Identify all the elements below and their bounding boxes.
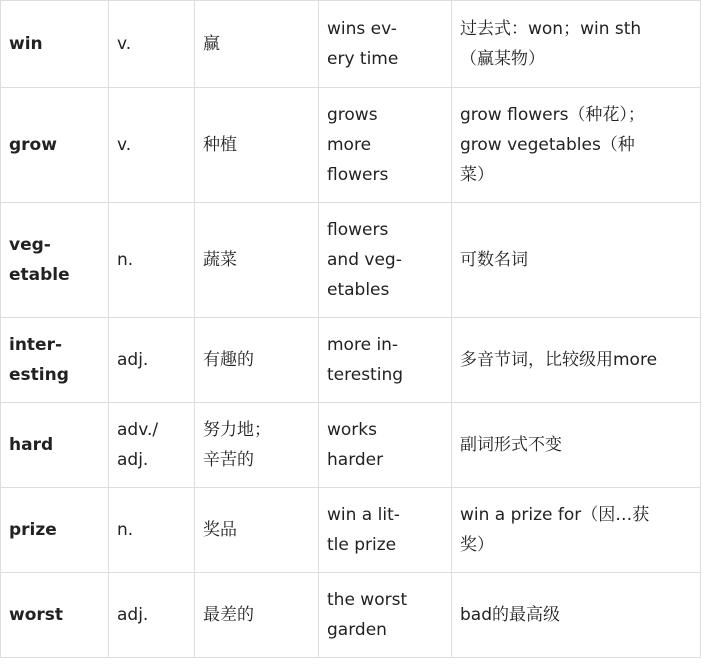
word-cell <box>1 88 109 203</box>
note-cell <box>452 1 701 88</box>
example-text: ery time <box>327 49 399 69</box>
example-text: win a lit- <box>327 505 400 525</box>
meaning-text: 最差的 <box>203 605 254 625</box>
pos-cell <box>109 88 195 203</box>
meaning-text: 种植 <box>203 135 237 155</box>
word-text: etable <box>9 265 70 285</box>
table-row <box>1 403 701 488</box>
meaning-cell <box>195 203 319 318</box>
table-row <box>1 88 701 203</box>
example-cell <box>319 318 452 403</box>
note-cell <box>452 403 701 488</box>
pos-text: adv./ <box>117 420 159 440</box>
note-cell <box>452 88 701 203</box>
word-text: hard <box>9 435 54 455</box>
pos-text: adj. <box>117 350 149 370</box>
example-text: etables <box>327 280 390 300</box>
example-text: flowers <box>327 220 389 240</box>
example-text: tle prize <box>327 535 397 555</box>
note-text: grow flowers（种花）； <box>460 105 645 125</box>
pos-text: adj. <box>117 605 149 625</box>
note-cell <box>452 573 701 658</box>
meaning-cell <box>195 488 319 573</box>
example-text: grows <box>327 105 378 125</box>
meaning-cell <box>195 573 319 658</box>
example-text: the worst <box>327 590 408 610</box>
example-cell <box>319 203 452 318</box>
example-text: works <box>327 420 377 440</box>
pos-cell <box>109 1 195 88</box>
word-cell <box>1 318 109 403</box>
pos-cell <box>109 488 195 573</box>
pos-text: v. <box>117 34 132 54</box>
note-text: 菜） <box>460 165 494 185</box>
note-text: 过去式：won；win sth <box>460 19 642 39</box>
table-row <box>1 1 701 88</box>
meaning-text: 有趣的 <box>203 350 254 370</box>
example-text: wins ev- <box>327 19 397 39</box>
example-text: more in- <box>327 335 399 355</box>
pos-text: v. <box>117 135 132 155</box>
example-text: flowers <box>327 165 389 185</box>
example-text: and veg- <box>327 250 402 270</box>
note-text: win a prize for（因…获 <box>460 505 650 525</box>
word-text: inter- <box>9 335 63 355</box>
pos-text: n. <box>117 250 134 270</box>
meaning-text: 蔬菜 <box>203 250 237 270</box>
example-text: more <box>327 135 372 155</box>
word-text: prize <box>9 520 57 540</box>
pos-cell <box>109 403 195 488</box>
example-cell <box>319 88 452 203</box>
note-text: 奖） <box>460 535 494 555</box>
note-text: bad的最高级 <box>460 605 560 625</box>
table-row <box>1 488 701 573</box>
example-text: teresting <box>327 365 404 385</box>
pos-text: adj. <box>117 450 149 470</box>
note-text: 副词形式不变 <box>460 435 562 455</box>
note-cell <box>452 203 701 318</box>
pos-cell <box>109 318 195 403</box>
pos-cell <box>109 203 195 318</box>
pos-cell <box>109 573 195 658</box>
note-cell <box>452 488 701 573</box>
word-text: grow <box>9 135 57 155</box>
word-cell <box>1 1 109 88</box>
meaning-text: 赢 <box>203 34 220 54</box>
word-cell <box>1 488 109 573</box>
example-cell <box>319 488 452 573</box>
table-row <box>1 203 701 318</box>
example-cell <box>319 403 452 488</box>
meaning-text: 奖品 <box>203 520 237 540</box>
meaning-text: 努力地； <box>203 420 271 440</box>
meaning-cell <box>195 403 319 488</box>
example-text: garden <box>327 620 387 640</box>
pos-text: n. <box>117 520 134 540</box>
meaning-text: 辛苦的 <box>203 450 254 470</box>
meaning-cell <box>195 318 319 403</box>
word-cell <box>1 403 109 488</box>
word-text: veg- <box>9 235 51 255</box>
meaning-cell <box>195 1 319 88</box>
note-text: grow vegetables（种 <box>460 135 635 155</box>
table-row <box>1 318 701 403</box>
example-text: harder <box>327 450 384 470</box>
note-cell <box>452 318 701 403</box>
note-text: 多音节词，比较级用more <box>460 350 658 370</box>
word-text: esting <box>9 365 69 385</box>
word-text: win <box>9 34 43 54</box>
word-cell <box>1 573 109 658</box>
word-text: worst <box>9 605 64 625</box>
example-cell <box>319 1 452 88</box>
meaning-cell <box>195 88 319 203</box>
example-cell <box>319 573 452 658</box>
note-text: （赢某物） <box>460 49 545 69</box>
table-row <box>1 573 701 658</box>
word-cell <box>1 203 109 318</box>
note-text: 可数名词 <box>460 250 528 270</box>
